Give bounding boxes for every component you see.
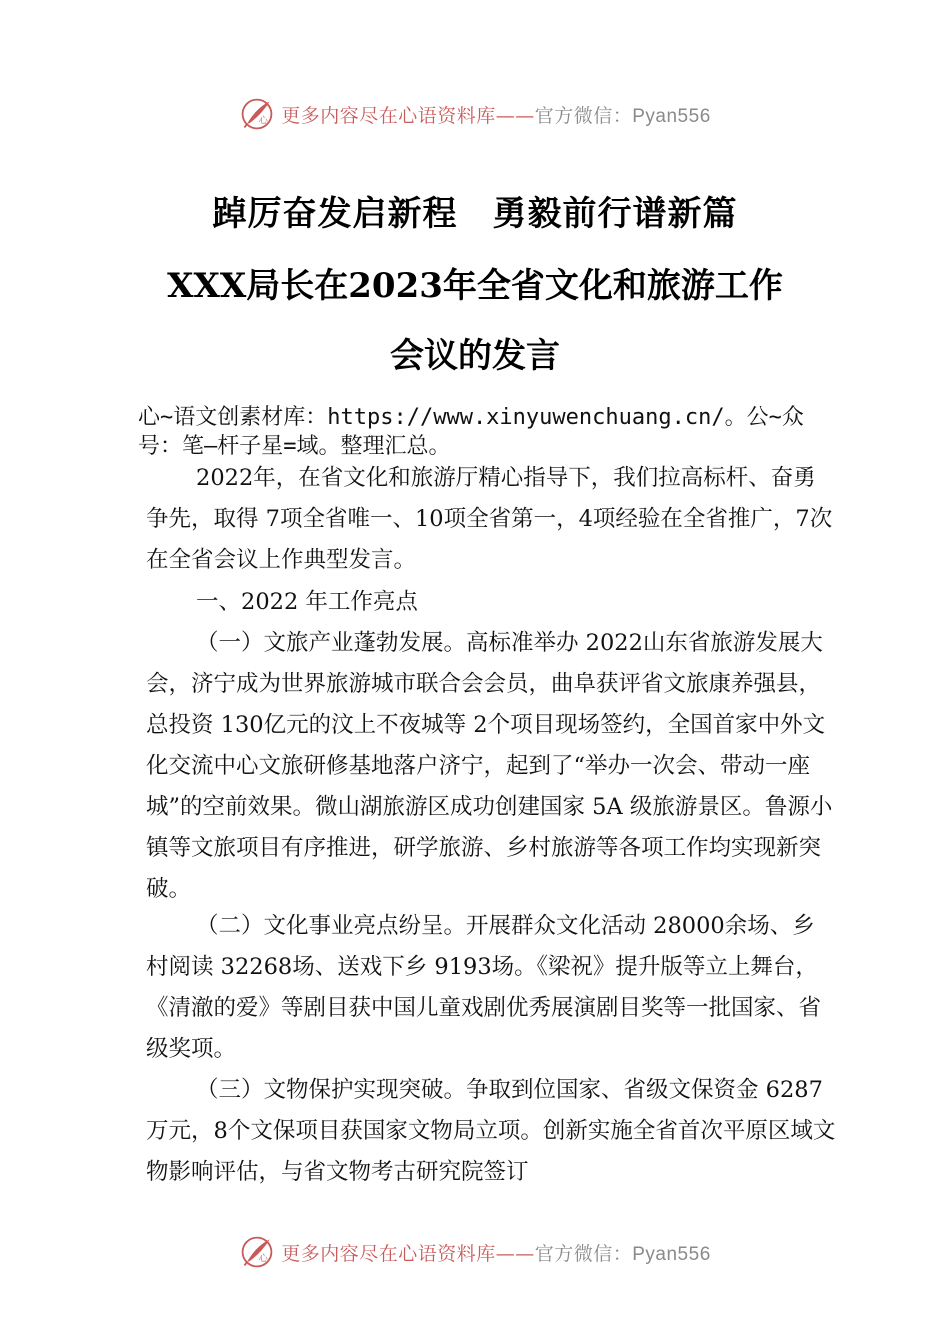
paragraph-cultural-affairs: （二）文化事业亮点纷呈。开展群众文化活动 28000余场、乡村阅读 32268场、送戏下乡 9193场。《梁祝》提升版等立上舞台，《清澈的爱》等剧目获中国儿童戏剧优秀展演剧目奖等一批国家、省级奖项。: [146, 913, 822, 1062]
watermark-text: 更多内容尽在心语资料库——官方微信：Pyan556: [281, 104, 711, 127]
paragraph-intro: 2022年，在省文化和旅游厅精心指导下，我们拉高标杆、奋勇争先，取得 7项全省唯一、10项全省第一，4项经验在全省推广，7次在全省会议上作典型发言。: [146, 465, 833, 573]
source-note-line-1: 心~语文创素材库：https://www.xinyuwenchuang.cn/。公~众: [138, 405, 804, 430]
watermark-footer: [0, 1232, 950, 1272]
quill-logo-icon: [239, 96, 275, 132]
paragraph-heritage-protection: （三）文物保护实现突破。争取到位国家、省级文保资金 6287万元，8个文保项目获国家文物局立项。创新实施全省首次平原区域文物影响评估，与省文物考古研究院签订: [146, 1077, 836, 1185]
source-note-line-2: 号：笔—杆子星=域。整理汇总。: [138, 434, 451, 459]
document-title-line-3: 会议的发言: [390, 336, 560, 376]
svg-text:心: 心: [259, 1254, 269, 1264]
document-title-line-1: 踔厉奋发启新程 勇毅前行谱新篇: [212, 194, 738, 234]
svg-text:心: 心: [259, 116, 269, 126]
watermark-text: 更多内容尽在心语资料库——官方微信：Pyan556: [281, 1242, 711, 1265]
watermark-header: [0, 94, 950, 134]
quill-logo-icon: [239, 1234, 275, 1270]
paragraph-tourism-industry: （一）文旅产业蓬勃发展。高标准举办 2022山东省旅游发展大会，济宁成为世界旅游城市联合会会员，曲阜获评省文旅康养强县，总投资 130亿元的汶上不夜城等 2个项目现场签约，全国首家中外文化交流中心文旅研修基地落户济宁，起到了“举办一次会、带动一座城”的空前效果。微山湖旅游区成功创建国家 5A 级旅游景区。鲁源小镇等文旅项目有序推进，研学旅游、乡村旅游等各项工作均实现新突破。: [146, 630, 833, 902]
document-title-line-2: XXX局长在2023年全省文化和旅游工作: [167, 266, 783, 306]
section-heading: 一、2022 年工作亮点: [196, 589, 418, 615]
